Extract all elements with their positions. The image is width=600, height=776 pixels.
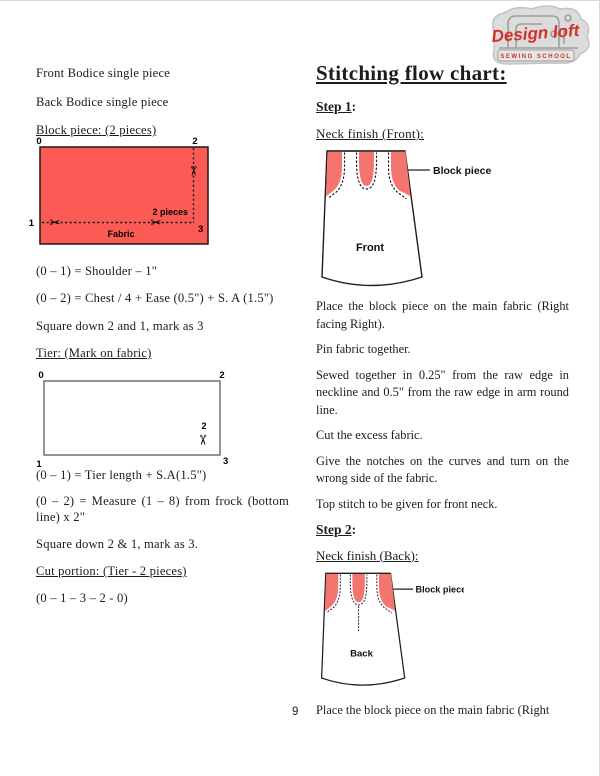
scissors-icon: ✂: [150, 215, 162, 230]
corner-label-2: 2: [192, 136, 198, 147]
cut-portion-formula: (0 – 1 – 3 – 2 - 0): [36, 591, 128, 605]
step1-heading: Step 1:: [316, 99, 357, 114]
block-piece-callout: Block piece: [433, 165, 492, 177]
corner-label-1: 1: [28, 218, 34, 229]
scissors-icon: ✂: [49, 215, 61, 230]
pieces-label: 2 pieces: [152, 207, 188, 217]
instruction-paragraph: Pin fabric together.: [316, 342, 411, 356]
block-piece-callout: Block piece: [415, 584, 464, 595]
scissors-icon: ✂: [186, 165, 201, 177]
step2-heading: Step 2:: [316, 522, 357, 537]
formula-shoulder: (0 – 1) = Shoulder – 1": [36, 264, 158, 278]
instruction-paragraph: Sewed together in 0.25" from the raw edge in neckline and 0.5" from the raw edge in arm round line.: [316, 367, 569, 417]
page-number: 9: [292, 706, 299, 718]
logo-brand-text: Design loft: [490, 20, 580, 46]
instruction-paragraph: Top stitch to be given for front neck.: [316, 496, 498, 511]
logo: [484, 4, 596, 68]
corner-label-0: 0: [36, 136, 42, 147]
note-square-down: Square down 2 and 1, mark as 3: [36, 319, 204, 333]
step2-label: Step 2: [316, 522, 352, 537]
front-dress-diagram: [318, 147, 493, 294]
page-title: Stitching flow chart:: [316, 61, 507, 85]
corner-label-3: 3: [223, 456, 229, 467]
corner-label-1: 1: [36, 459, 42, 470]
formula-tier-width: (0 – 2) = Measure (1 – 8) from frock (bottom line) x 2": [36, 494, 289, 524]
tier-rectangle: [44, 381, 220, 455]
corner-label-3: 3: [198, 224, 204, 235]
sewing-machine-icon: [484, 4, 596, 68]
block-piece-neck: [359, 152, 374, 187]
scissors-icon: ✂: [195, 434, 211, 446]
instruction-paragraph: Cut the excess fabric.: [316, 428, 423, 442]
cut-mark-2: 2: [201, 421, 207, 431]
instruction-paragraph: Place the block piece on the main fabric (Right facing Right).: [316, 299, 569, 331]
back-bodice-line: Back Bodice single piece: [36, 95, 169, 109]
front-bodice-line: Front Bodice single piece: [36, 66, 171, 80]
tier-diagram: [24, 369, 234, 476]
neck-finish-back-heading: Neck finish (Back):: [316, 547, 419, 563]
corner-label-0: 0: [38, 370, 44, 381]
back-dress-diagram: [318, 570, 569, 694]
fabric-label: Fabric: [107, 229, 135, 239]
neck-finish-front-heading: Neck finish (Front):: [316, 126, 424, 141]
logo-school-text: SEWING SCHOOL: [500, 54, 572, 60]
cut-portion-heading: Cut portion: (Tier - 2 pieces): [36, 564, 187, 578]
step1-instructions: [316, 298, 569, 727]
block-piece-heading: Block piece: (2 pieces): [36, 123, 157, 137]
truncated-paragraph: Place the block piece on the main fabric (Right: [316, 702, 550, 717]
step1-label: Step 1: [316, 99, 352, 114]
note-square-down-2: Square down 2 & 1, mark as 3.: [36, 537, 199, 551]
back-label: Back: [350, 648, 373, 660]
formula-chest: (0 – 2) = Chest / 4 + Ease (0.5") + S. A (1.5"): [36, 291, 274, 305]
instruction-paragraph: Give the notches on the curves and turn on the wrong side of the fabric.: [316, 453, 569, 485]
tier-heading: Tier: (Mark on fabric): [36, 346, 152, 360]
corner-label-2: 2: [219, 370, 225, 381]
formula-tier-length: (0 – 1) = Tier length + S.A(1.5"): [36, 468, 207, 482]
block-piece-neck: [352, 574, 364, 603]
front-label: Front: [355, 242, 385, 254]
block-piece-diagram: [22, 135, 222, 264]
